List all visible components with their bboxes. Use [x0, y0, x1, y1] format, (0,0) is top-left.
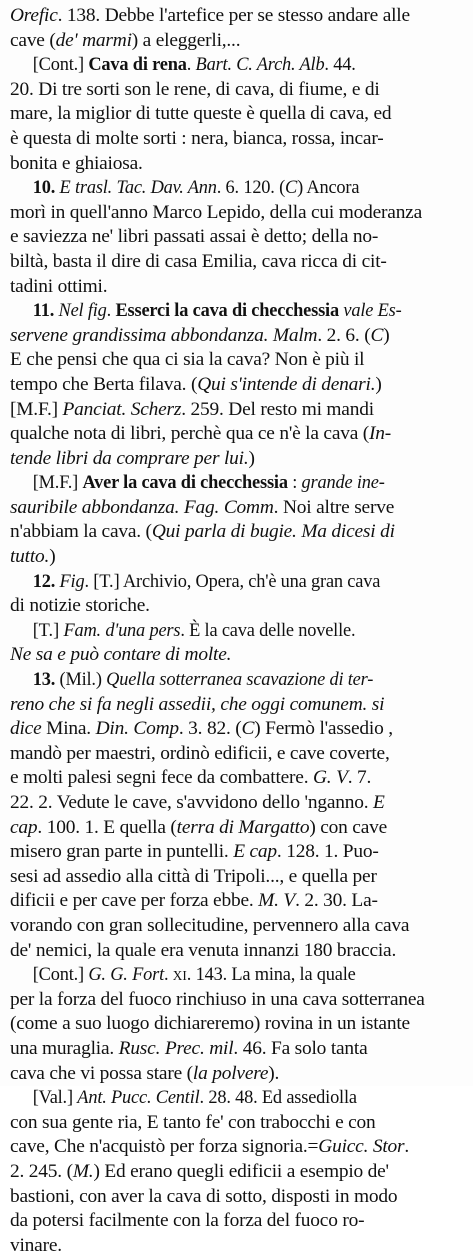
text-segment: Ant. Pucc. Centil [77, 1087, 200, 1109]
text-segment: ) [375, 373, 382, 395]
text-line [10, 889, 465, 914]
text-line [10, 1209, 465, 1234]
text-segment: T. [99, 570, 114, 592]
text-line [10, 152, 465, 177]
text-segment: dice [10, 718, 42, 740]
text-segment: . 2. 30. La- [295, 890, 378, 912]
text-segment: . 7. [347, 767, 372, 789]
text-segment: 2. 245. ( [10, 1160, 73, 1182]
text-segment: E cap [233, 841, 277, 863]
text-segment: [Val.] [32, 1087, 78, 1109]
text-segment: Guicc. Stor [318, 1136, 405, 1158]
text-segment: sauribile abbondanza. Fag. Comm [10, 496, 274, 518]
text-segment: Bart. C. Arch. Alb [195, 54, 325, 76]
text-segment: . 44. [324, 54, 356, 76]
text-line [10, 791, 465, 816]
text-segment: Ne sa e può contare di molte. [10, 644, 232, 666]
text-line [10, 988, 465, 1013]
text-segment: Esserci la cava di checchessia [115, 300, 339, 322]
text-segment: da potersi facilmente con la forza del fuoco ro- [10, 1210, 365, 1232]
text-line [10, 816, 465, 841]
text-segment: e saviezza ne' libri passati assai è detto; della no- [10, 226, 379, 248]
text-segment: . [163, 964, 173, 986]
text-segment: e molti palesi segni fece da combattere. [10, 767, 313, 789]
text-segment: ) [49, 546, 56, 568]
text-line [10, 668, 473, 693]
text-segment: C [241, 718, 255, 740]
text-segment: Fig [59, 570, 85, 592]
text-segment: [M.F.] [32, 472, 83, 494]
text-line [10, 447, 465, 472]
text-line [10, 422, 465, 447]
text-line [10, 594, 465, 619]
text-line [10, 53, 473, 78]
text-line [10, 324, 465, 349]
text-segment: vinare. [10, 1234, 62, 1256]
text-segment: 22. 2. Vedute le cave, s'avvidono dello 'nganno. [10, 792, 374, 813]
text-segment: [Cont.] [32, 964, 89, 986]
text-segment: E trasl. Tac. Dav. Ann [59, 177, 217, 199]
text-segment: per la forza del fuoco rinchiuso in una cava sotterranea [10, 988, 425, 1010]
text-segment: G. G. Fort [88, 964, 164, 986]
text-segment: una muraglia. [10, 1037, 119, 1059]
text-segment: è questa di molte sorti : nera, bianca, rossa, incar- [10, 127, 384, 149]
text-segment: con sua gente ria, E tanto fe' con trabocchi e con [10, 1111, 376, 1133]
text-segment: . 128. 1. Puo- [276, 841, 379, 863]
text-segment: Din. Comp [95, 718, 179, 740]
text-segment: Qui parla di bugie. Ma dicesi di [151, 521, 395, 543]
text-line [10, 963, 473, 988]
text-segment: M. [72, 1160, 94, 1182]
text-segment: ). [268, 1062, 280, 1084]
text-line [10, 398, 465, 423]
text-segment: morì in quell'anno Marco Lepido, della cui moderanza [10, 201, 422, 223]
text-line [10, 914, 465, 939]
text-segment: cava che vi possa stare ( [10, 1062, 193, 1084]
text-line [10, 176, 473, 201]
text-line [10, 1135, 465, 1160]
text-segment: bastioni, con aver la cava di sotto, disposti in modo [10, 1185, 398, 1207]
text-segment: Cava di rena [88, 54, 187, 76]
text-segment: ) [383, 324, 390, 346]
text-segment: dificii e per cave per forza ebbe. [10, 890, 259, 912]
text-line [10, 373, 465, 398]
text-segment: . 2. 6. ( [317, 324, 371, 346]
text-line [10, 250, 465, 275]
text-segment: . È la cava delle novelle. [180, 619, 356, 641]
text-segment: vorando con gran sollecitudine, pervennero alla cava [10, 914, 410, 936]
text-segment: T. [38, 619, 54, 641]
text-line [10, 4, 465, 29]
text-segment: M. V [258, 890, 296, 912]
text-segment: la polvere [192, 1062, 269, 1084]
text-segment: : [287, 472, 302, 494]
text-line [10, 545, 465, 570]
text-line [10, 1037, 465, 1062]
text-line [10, 471, 473, 496]
text-segment: ) Ancora [297, 177, 360, 199]
text-segment: (Mil.) [59, 669, 107, 691]
text-segment: . 6. 120. ( [216, 177, 286, 199]
text-segment: C [370, 324, 384, 346]
text-segment: ) Ed erano quegli edificii a esempio de' [93, 1160, 389, 1182]
text-segment: [ [32, 619, 39, 641]
text-segment: Orefic [10, 5, 58, 26]
text-line [10, 1012, 465, 1037]
text-segment: tutto. [10, 546, 50, 568]
text-segment: . 46. Fa solo tanta [233, 1037, 368, 1059]
text-segment: tadini ottimi. [10, 275, 108, 297]
text-segment: . 259. Del resto mi mandi [181, 398, 374, 420]
text-segment: In- [369, 423, 392, 445]
text-segment: . 28. 48. Ed assediolla [199, 1087, 357, 1109]
text-line [10, 348, 465, 373]
text-line [10, 1111, 465, 1136]
text-segment: [Cont.] [32, 54, 89, 76]
text-line [10, 225, 465, 250]
text-segment: . 138. Debbe l'artefice per se stesso andare alle [57, 5, 410, 26]
text-line [10, 201, 465, 226]
text-line [10, 840, 465, 865]
text-segment: Fam. d'una pers [63, 619, 181, 641]
text-segment: xi [172, 964, 187, 986]
text-segment: . 100. 1. E quella ( [37, 816, 177, 838]
text-segment: Rusc. Prec. mil [118, 1037, 234, 1059]
text-segment: tempo che Berta filava. ( [10, 373, 198, 395]
text-line [10, 29, 465, 54]
text-line [10, 1086, 473, 1111]
text-segment: ) a eleggerli,... [131, 29, 241, 51]
text-segment: grande ine- [301, 472, 385, 494]
text-segment: mandò per maestri, ordinò edificii, e cave coverte, [10, 742, 390, 764]
text-segment: ] [53, 619, 64, 641]
text-segment: bonita e ghiaiosa. [10, 152, 143, 174]
text-segment: 20. Di tre sorti son le rene, di cava, di fiume, e di [10, 78, 380, 100]
text-line [10, 1160, 465, 1185]
text-line [10, 1062, 465, 1087]
text-segment: . [ [84, 570, 100, 592]
text-segment: . [186, 54, 196, 76]
text-segment: servene grandissima abbondanza. Malm [10, 324, 318, 346]
text-line [10, 693, 465, 718]
text-line [10, 78, 465, 103]
text-segment: C [285, 177, 298, 199]
text-segment: ] Archivio, Opera, ch'è una gran cava [113, 570, 381, 592]
text-segment: . [106, 300, 116, 322]
text-segment: cap [10, 816, 38, 838]
text-line [10, 275, 465, 300]
text-segment: E che pensi che qua ci sia la cava? Non è più il [10, 349, 365, 371]
text-segment: 11. [32, 300, 59, 322]
text-segment: [M.F.] [10, 398, 63, 420]
text-segment: sesi ad assedio alla città di Tripoli..., e quella per [10, 865, 377, 887]
text-segment: (come a suo luogo dichiareremo) rovina in un istante [10, 1013, 410, 1035]
text-segment: vale Es- [343, 300, 402, 322]
text-line [10, 102, 465, 127]
text-line [10, 766, 465, 791]
text-segment: 10. [32, 177, 60, 199]
text-line [10, 742, 465, 767]
text-segment: di notizie storiche. [10, 595, 150, 617]
text-segment: Mina. [41, 718, 96, 740]
text-segment: . 3. 82. ( [178, 718, 242, 740]
text-segment: Panciat. Scherz [62, 398, 182, 420]
text-segment: ) con cave [309, 816, 388, 838]
text-segment: . Noi altre serve [273, 496, 395, 518]
text-line [10, 939, 465, 964]
text-segment: terra di Margatto [176, 816, 310, 838]
text-segment: Aver la cava di checchessia [82, 472, 288, 494]
text-line [10, 299, 473, 324]
text-segment: 13. [32, 669, 60, 691]
text-segment: G. V [313, 767, 348, 789]
text-segment: tende libri da comprare per lui. [10, 447, 249, 469]
text-segment: misero gran parte in puntelli. [10, 841, 234, 863]
text-segment: de' nemici, la quale era venuta innanzi 180 braccia. [10, 939, 397, 961]
text-line [10, 619, 473, 644]
text-segment: n'abbiam la cava. ( [10, 521, 152, 543]
text-line [10, 127, 465, 152]
text-segment: de' marmi [55, 29, 132, 51]
text-segment: . 143. La mina, la quale [186, 964, 356, 986]
text-line [10, 520, 465, 545]
text-segment: . [404, 1136, 410, 1158]
text-line [10, 865, 465, 890]
dictionary-entry-text [10, 4, 465, 1258]
text-line [10, 496, 465, 521]
text-segment: E [373, 792, 385, 813]
text-segment: Qui s'intende di denari. [197, 373, 376, 395]
text-segment: Quella sotterranea scavazione di ter- [106, 669, 374, 691]
text-line [10, 1185, 465, 1210]
text-segment: ) Fermò l'assedio , [254, 718, 393, 740]
text-segment: cave ( [10, 29, 56, 51]
text-line [10, 570, 473, 595]
text-segment: reno che si fa negli assedii, che oggi comunem. si [10, 693, 385, 715]
text-segment: biltà, basta il dire di casa Emilia, cava ricca di cit- [10, 250, 387, 272]
text-line [10, 1234, 465, 1258]
text-segment: cave, Che n'acquistò per forza signoria.= [10, 1136, 319, 1158]
text-segment: ) [248, 447, 255, 469]
text-segment: 12. [32, 570, 60, 592]
text-line [10, 643, 465, 668]
text-segment: qualche nota di libri, perchè qua ce n'è la cava ( [10, 423, 370, 445]
text-line [10, 717, 465, 742]
text-segment: mare, la miglior di tutte queste è quella di cava, ed [10, 103, 392, 125]
text-segment: Nel fig [58, 300, 107, 322]
